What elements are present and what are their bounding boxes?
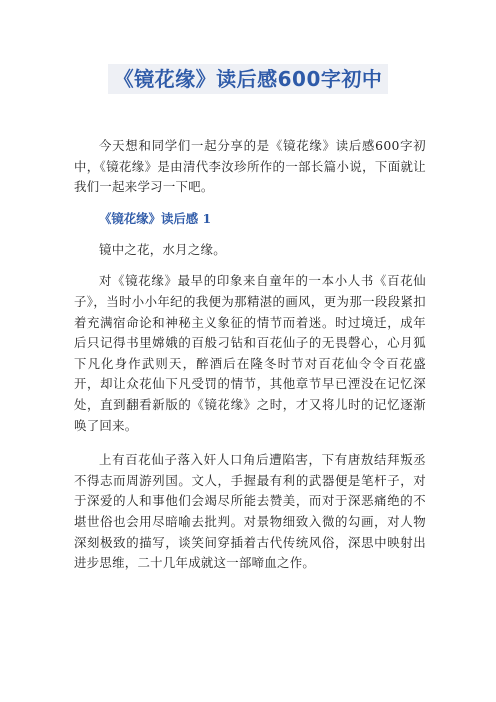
section-heading: 《镜花缘》读后感 1 [99,210,212,226]
title-container [0,64,496,94]
body-paragraph-2: 对《镜花缘》最早的印象来自童年的一本小人书《百花仙子》，当时小小年纪的我便为那精湛的画风，更为那一段段紧扣着充满宿命论和神秘主义象征的情节而着迷。时过境迁，成年后只记得书里嫦娥的百般刁钻和百花仙子的无畏磬心，心月狐下凡化身作武则天，醉酒后在隆冬时节对百花仙令令百花盛开，却让众花仙下凡受罚的情节，其他章节早已湮没在记忆深处，直到翻看新版的《镜花缘》之时，才又将儿时的记忆逐渐唤了回来。 [74,273,426,433]
body-paragraph-3: 上有百花仙子落入奸人口角后遭陷害，下有唐敖结拜叛丞不得志而周游列国。文人，手握最有利的武器便是笔杆子，对于深爱的人和事他们会竭尽所能去赞美，而对于深恶痛绝的不堪世俗也会用尽暗喻去批判。对景物细致入微的勾画，对人物深刻极致的描写，谈笑间穿插着古代传统风俗，深思中映射出进步思维，二十几年成就这一部啼血之作。 [74,452,426,571]
document-body [74,136,426,574]
body-paragraph-1: 镜中之花，水月之缘。 [99,241,226,257]
intro-paragraph: 今天想和同学们一起分享的是《镜花缘》读后感600字初中，《镜花缘》是由清代李汝珍所作的一部长篇小说，下面就让我们一起来学习一下吧。 [74,138,426,195]
document-title: 《镜花缘》读后感600字初中 [108,64,389,94]
